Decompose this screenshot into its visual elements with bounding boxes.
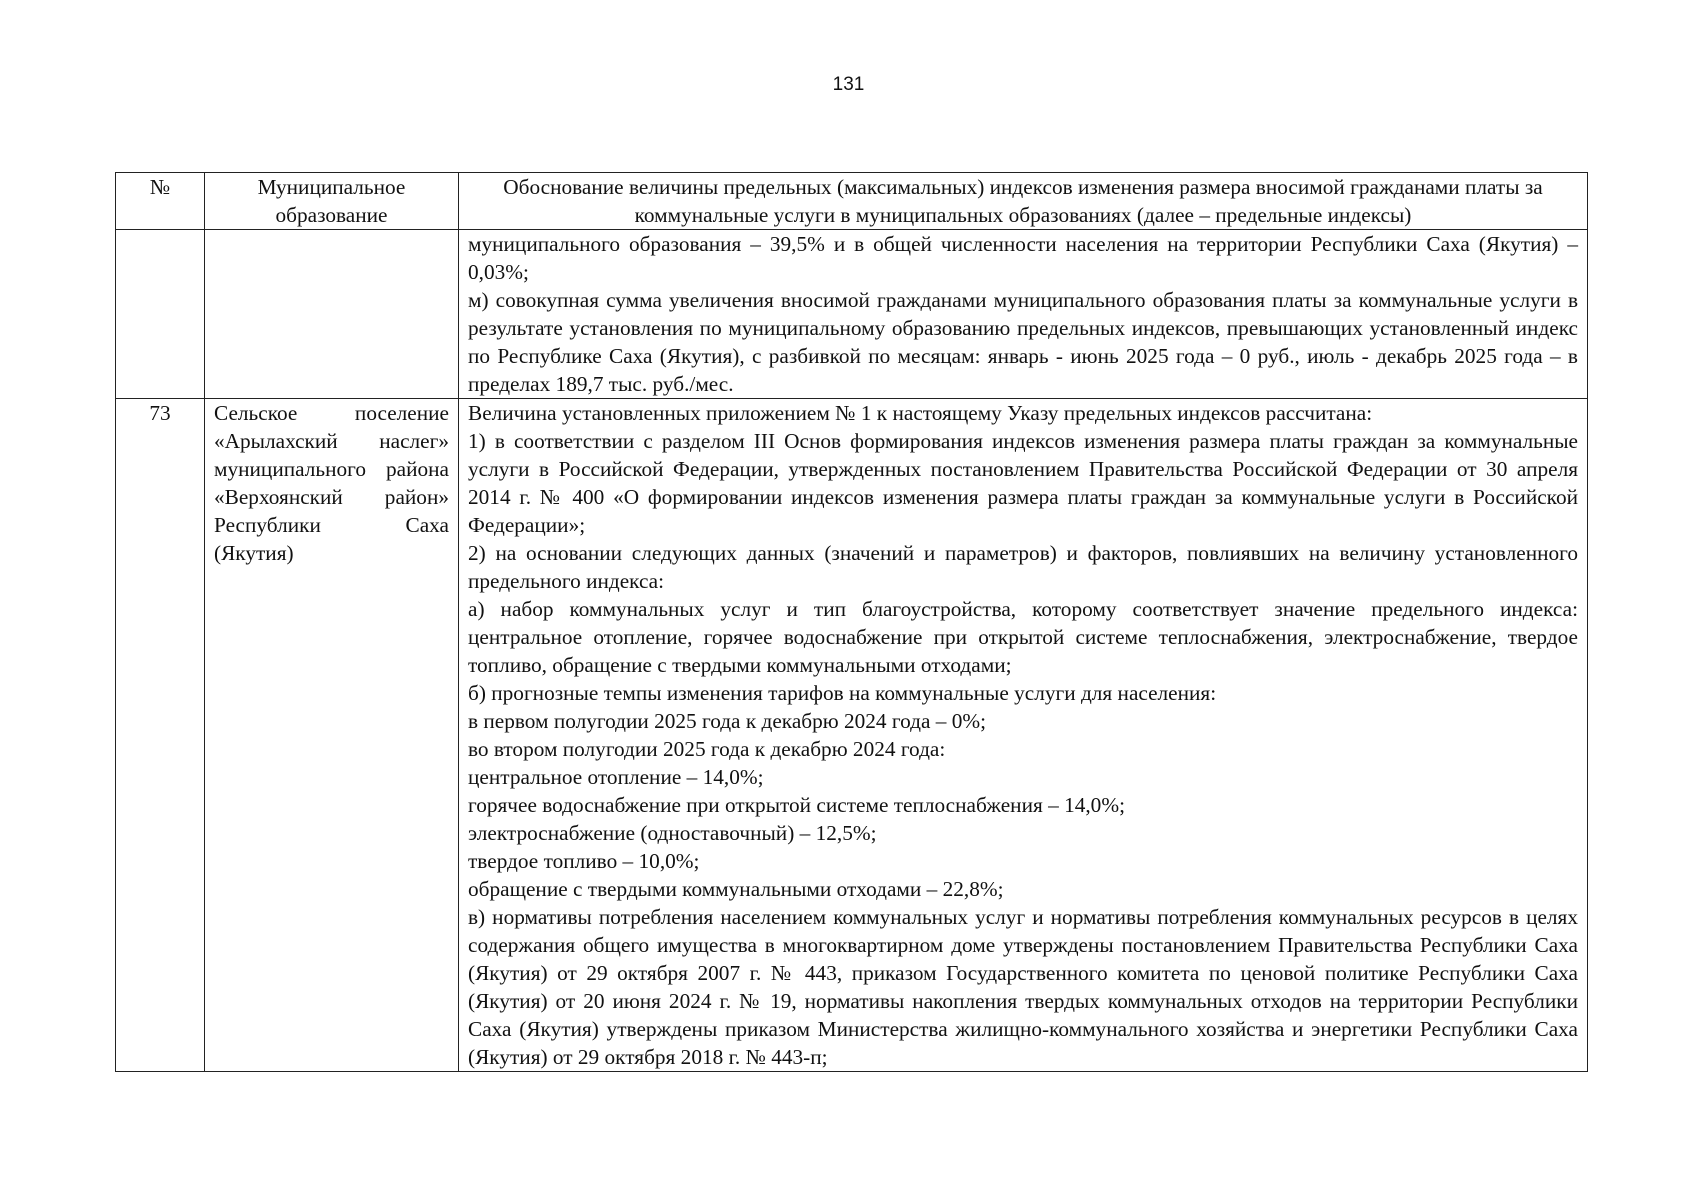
- justification-table: [115, 172, 1588, 1072]
- table-row: [116, 230, 1588, 399]
- paragraph: муниципального образования – 39,5% и в общей численности населения на территории Республики Саха (Якутия) – 0,03%;: [468, 232, 1578, 284]
- row-municipality: Сельское поселение «Арылахский наслег» муниципального района «Верхоянский район» Республики Саха (Якутия): [205, 399, 459, 1072]
- paragraph: во втором полугодии 2025 года к декабрю 2024 года:: [468, 737, 946, 761]
- paragraph: горячее водоснабжение при открытой системе теплоснабжения – 14,0%;: [468, 793, 1125, 817]
- header-number: №: [116, 173, 205, 230]
- paragraph: в) нормативы потребления населением коммунальных услуг и нормативы потребления коммунальных ресурсов в целях содержания общего имущества в многоквартирном доме утверждены постановлением Правительства Республики Саха (Якутия) от 29 октября 2007 г. № 443, приказом Государственного комитета по ценовой политике Республики Саха (Якутия) от 20 июня 2024 г. № 19, нормативы накопления твердых коммунальных отходов на территории Республики Саха (Якутия) утверждены приказом Министерства жилищно-коммунального хозяйства и энергетики Республики Саха (Якутия) от 29 октября 2018 г. № 443-п;: [468, 905, 1578, 1069]
- row-municipality: [205, 230, 459, 399]
- paragraph: центральное отопление – 14,0%;: [468, 765, 764, 789]
- paragraph: 2) на основании следующих данных (значений и параметров) и факторов, повлиявших на величину установленного предельного индекса:: [468, 541, 1578, 593]
- header-justification: Обоснование величины предельных (максимальных) индексов изменения размера вносимой гражданами платы за коммунальные услуги в муниципальных образованиях (далее – предельные индексы): [459, 173, 1588, 230]
- paragraph: в первом полугодии 2025 года к декабрю 2024 года – 0%;: [468, 709, 987, 733]
- paragraph: м) совокупная сумма увеличения вносимой гражданами муниципального образования платы за коммунальные услуги в результате установления по муниципальному образованию предельных индексов, превышающих установленный индекс по Республике Саха (Якутия), с разбивкой по месяцам: январь - июнь 2025 года – 0 руб., июль - декабрь 2025 года – в пределах 189,7 тыс. руб./мес.: [468, 288, 1578, 396]
- paragraph: б) прогнозные темпы изменения тарифов на коммунальные услуги для населения:: [468, 681, 1217, 705]
- row-justification: [459, 230, 1588, 399]
- page-number: 131: [832, 74, 865, 95]
- row-number: [116, 230, 205, 399]
- paragraph: 1) в соответствии с разделом III Основ формирования индексов изменения размера платы граждан за коммунальные услуги в Российской Федерации, утвержденных постановлением Правительства Российской Федерации от 30 апреля 2014 г. № 400 «О формировании индексов изменения размера платы граждан за коммунальные услуги в Российской Федерации»;: [468, 429, 1578, 537]
- row-justification: [459, 399, 1588, 1072]
- paragraph: а) набор коммунальных услуг и тип благоустройства, которому соответствует значение предельного индекса: центральное отопление, горячее водоснабжение при открытой системе теплоснабжения, электроснабжение, твердое топливо, обращение с твердыми коммунальными отходами;: [468, 597, 1578, 677]
- table-row: [116, 399, 1588, 1072]
- table-header-row: [116, 173, 1588, 230]
- header-municipality: Муниципальное образование: [205, 173, 459, 230]
- paragraph: твердое топливо – 10,0%;: [468, 849, 700, 873]
- row-number: 73: [116, 399, 205, 1072]
- paragraph: обращение с твердыми коммунальными отходами – 22,8%;: [468, 877, 1004, 901]
- paragraph: электроснабжение (одноставочный) – 12,5%;: [468, 821, 877, 845]
- paragraph: Величина установленных приложением № 1 к настоящему Указу предельных индексов рассчитана:: [468, 401, 1373, 425]
